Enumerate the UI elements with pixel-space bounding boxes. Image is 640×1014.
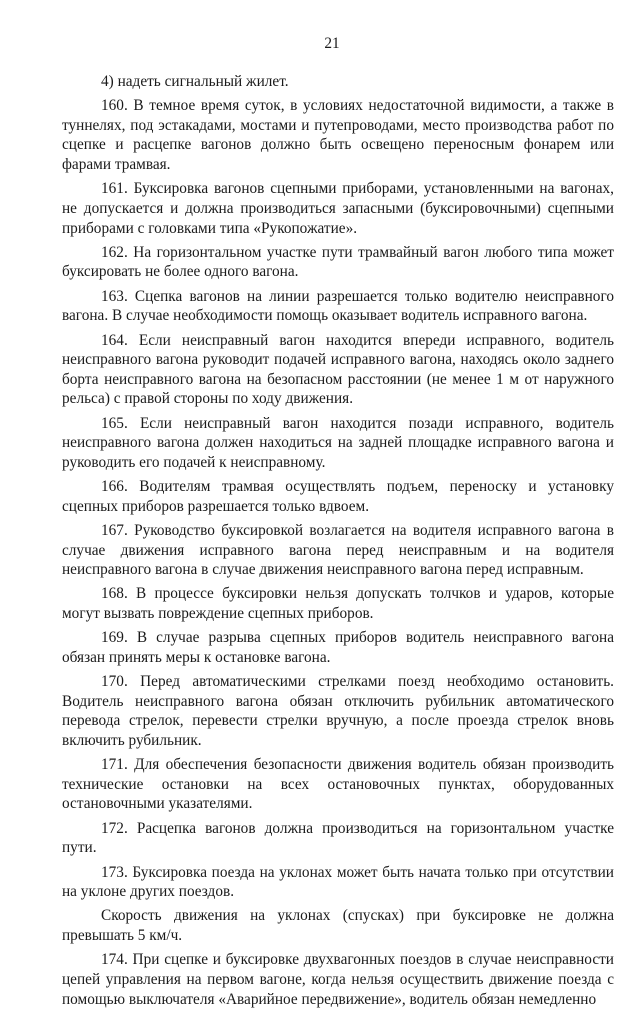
page-number: 21: [324, 35, 340, 52]
paragraph-166: 166. Водителям трамвая осуществлять подъем, переноску и установку сцепных приборов разрешается только вдвоем.: [62, 478, 614, 515]
paragraph-165: 165. Если неисправный вагон находится позади исправного, водитель неисправного вагона должен находиться на задней площадке исправного вагона и руководить его подачей к неисправному.: [62, 414, 614, 471]
paragraph-164: 164. Если неисправный вагон находится впереди исправного, водитель неисправного вагона руководит подачей исправного вагона, находясь около заднего борта неисправного вагона на безопасном расстоянии (не менее 1 м от наружного рельса) с правой стороны по ходу движения.: [62, 331, 614, 408]
paragraph-162: 162. На горизонтальном участке пути трамвайный вагон любого типа может буксировать не более одного вагона.: [62, 243, 614, 281]
paragraph-167: 167. Руководство буксировкой возлагается на водителя исправного вагона в случае движения исправного вагона перед неисправным и на водителя неисправного вагона в случае движения неисправного вагона перед исправным.: [62, 521, 614, 579]
paragraph-170: 170. Перед автоматическими стрелками поезд необходимо остановить. Водитель неисправного вагона обязан отключить рубильник автоматического перевода стрелок, перевести стрелки вручную, а после проезда стрелок вновь включить рубильник.: [62, 673, 614, 749]
paragraph-169: 169. В случае разрыва сцепных приборов водитель неисправного вагона обязан принять меры к остановке вагона.: [62, 629, 614, 666]
paragraph-161: 161. Буксировка вагонов сцепными приборами, установленными на вагонах, не допускается и должна производиться запасными (буксировочными) сцепными приборами с головками типа «Рукопожатие».: [62, 180, 614, 237]
paragraph-171: 171. Для обеспечения безопасности движения водитель обязан производить технические остановки на всех остановочных пунктах, оборудованных остановочными указателями.: [62, 756, 614, 813]
paragraph-168: 168. В процессе буксировки нельзя допускать толчков и ударов, которые могут вызвать повреждение сцепных приборов.: [62, 585, 614, 623]
paragraph-174: 174. При сцепке и буксировке двухвагонных поездов в случае неисправности цепей управления на первом вагоне, когда нельзя осуществить движение поезда с помощью выключателя «Аварийное передвижение», водитель обязан немедленно: [62, 951, 614, 1008]
paragraph-173: 173. Буксировка поезда на уклонах может быть начата только при отсутствии на уклоне других поездов.: [62, 863, 614, 901]
list-item-4: 4) надеть сигнальный жилет.: [101, 73, 289, 90]
document-body: [62, 72, 614, 1014]
document-page: [62, 0, 614, 1008]
paragraph-173-speed: Скорость движения на уклонах (спусках) при буксировке не должна превышать 5 км/ч.: [62, 907, 614, 945]
paragraph-163: 163. Сцепка вагонов на линии разрешается только водителю неисправного вагона. В случае необходимости помощь оказывает водитель исправного вагона.: [62, 287, 614, 325]
paragraph-160: 160. В темное время суток, в условиях недостаточной видимости, а также в туннелях, под эстакадами, мостами и путепроводами, место производства работ по сцепке и расцепке вагонов должно быть освещено переносным фонарем или фарами трамвая.: [62, 97, 614, 174]
paragraph-172: 172. Расцепка вагонов должна производиться на горизонтальном участке пути.: [62, 819, 614, 857]
